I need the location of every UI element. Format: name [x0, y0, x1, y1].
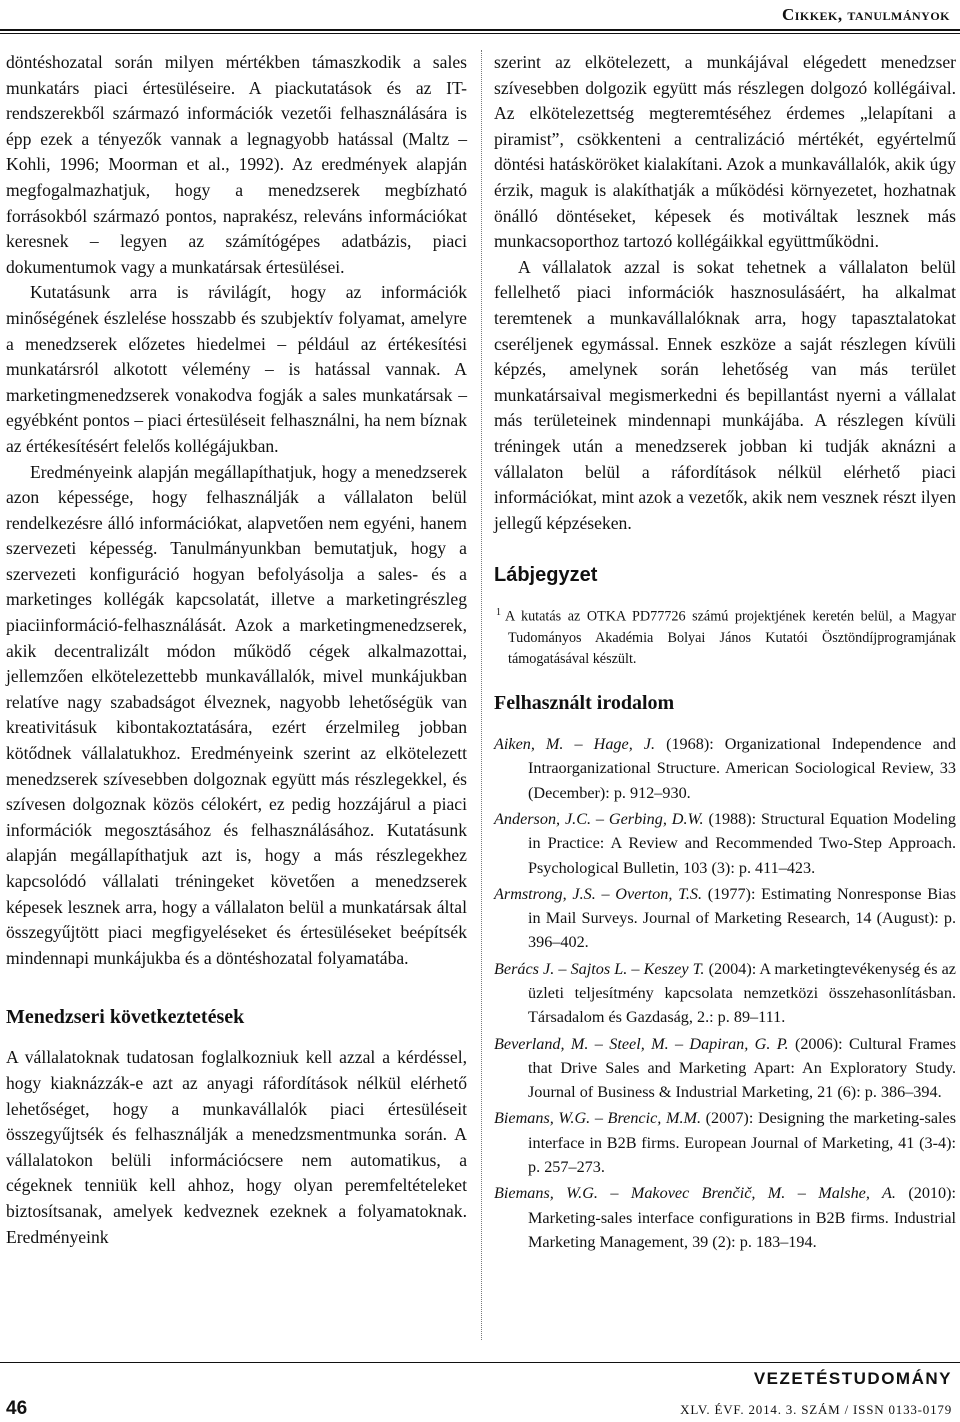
reference-item — [494, 882, 956, 955]
footnote — [494, 602, 956, 670]
section-title: Cikkek, tanulmányok — [781, 5, 950, 24]
left-column — [6, 50, 467, 1250]
reference-text: (1988): Structural Equation Modeling in Practice: A Review and Recommended Two-Step Approach. Psychological Bulletin, 103 (3): p. 411–423. — [528, 809, 956, 877]
reference-authors: Aiken, M. – Hage, J. — [494, 735, 656, 754]
body-paragraph: A vállalatoknak tudatosan foglalkozniuk kell azzal a kérdéssel, hogy kiaknázzák-e azt az anyagi ráfordítások nélkül elérhető lehetőséget, hogy a munkavállalók piaci értesüléseit összegyűjtsék és felhasználják a menedzsmentmunka során. A vállalatokon belüli információcsere nem automatikus, a cégeknek tenniük kell ahhoz, hogy olyan peremfeltételeket biztosítsanak, amelyek kedveznek ezeknek a folyamatoknak. Eredményeink — [6, 1047, 467, 1247]
reference-text: (2007): Designing the marketing-sales interface in B2B firms. European Journal of Marketing, 41 (3-4): p. 257–273. — [528, 1109, 956, 1177]
reference-item — [494, 807, 956, 880]
reference-authors: Biemans, W.G. – Brencic, M.M. — [494, 1109, 702, 1128]
right-column — [494, 50, 956, 1256]
reference-authors: Beverland, M. – Steel, M. – Dapiran, G. P. — [494, 1034, 789, 1053]
reference-authors: Anderson, J.C. – Gerbing, D.W. — [494, 809, 704, 828]
header-rule — [0, 29, 960, 31]
reference-list — [494, 732, 956, 1254]
body-paragraph: Kutatásunk arra is rávilágít, hogy az információk minőségének észlelése hosszabb és szubjektív folyamat, amelyre a menedzserek előzetes hiedelmei – például az értékesítési munkatársról alkotott vélemény – is hatással vannak. A marketingmenedzserek vonakodva fogják a sales munkatársak – egyébként pontos – piaci értesüléseit felhasználni, ha nem bíznak az értékesítésért felelős kollégájukban. — [6, 282, 467, 456]
issue-info: XLV. ÉVF. 2014. 3. SZÁM / ISSN 0133-0179 — [680, 1402, 952, 1417]
reference-authors: Berács J. – Sajtos L. – Keszey T. — [494, 959, 705, 978]
reference-text: (1977): Estimating Nonresponse Bias in Mail Surveys. Journal of Marketing Research, 14 (August): p. 396–402. — [528, 884, 956, 952]
body-paragraph: szerint az elkötelezett, a munkájával elégedett menedzser szívesebben dolgozik együtt más részlegen dolgozó kollégáival. Az elkötelezettség megteremtéséhez érdemes „lelapítani a piramist”, csökkenteni a centralizáció mértékét, egyértelmű döntési hatásköröket kialakítani. Azok a munkavállalók, akik úgy érzik, maguk is alakíthatják a működési környezetet, hozhatnak önálló döntéseket, képesek és motiváltak lesznek más munkacsoporthoz tartozó kollégáikkal együttműködni. — [494, 52, 956, 252]
reference-item — [494, 957, 956, 1030]
reference-text: (2004): A marketingtevékenység és az üzleti teljesítmény kapcsolata nemzetközi összehasonlításban. Társadalom és Gazdaság, 2.: p. 89–111. — [528, 959, 956, 1027]
body-paragraph: A vállalatok azzal is sokat tehetnek a vállalaton belül fellelhető piaci információk hasznosulásáért, ha alkalmat teremtenek a munkavállalóknak arra, hogy tapasztalatokat cseréljenek egymással. Ennek eszköze a saját részlegen kívüli képzés, amelynek során lehetőség van más terület munkatársaival megismerkedni és bepillantást nyerni a vállalat más területeinek mindennapi munkájába. A részlegen kívüli tréningek után a menedzserek jobban ki tudják aknázni a vállalaton belül a ráfordítások nélkül elérhető piaci információkat, mint azok a vezetők, akik nem vesznek részt ilyen jellegű képzéseken. — [494, 256, 956, 533]
reference-item — [494, 1181, 956, 1254]
footer-rule — [0, 1362, 960, 1363]
references-heading: Felhasznált irodalom — [494, 692, 675, 715]
reference-text: (2006): Cultural Frames that Drive Sales and Marketing Apart: An Exploratory Study. Journal of Business & Industrial Marketing, 21 (6): p. 386–394. — [528, 1034, 956, 1102]
body-paragraph: Eredményeink alapján megállapíthatjuk, hogy a menedzserek azon képessége, hogy felhasználják a vállalaton belül rendelkezésre álló információkat, alapvetően nem egyéni, hanem szervezeti képesség. Tanulmányunkban bemutatjuk, hogy a szervezeti konfiguráció hogyan befolyásolja a sales- és a marketinges kollégák kapcsolatát, illetve a marketingrészleg piaciinformáció-felhasználását. Azok a marketingmenedzserek, akik decentralizált módon működő cégek alkalmazottai, jellemzően elkötelezettebb munkavállalók, mivel munkájukban relatíve nagy szabadságot élveznek, nagyobb lehetőségük van kreativitásuk kibontakoztatására, ezért érzelmileg jobban kötődnek vállalatukhoz. Eredményeink szerint az elkötelezett menedzserek szívesebben dolgoznak együtt más részlegekkel, és szívesen dolgoznak közös célokért, ez pedig hozzájárul a piaci információk megosztásához és felhasználásához. Kutatásunk alapján megállapíthatjuk azt is, hogy a más részlegekhez kapcsolódó vállalati tréningeket követően a menedzserek képesek lesznek arra, hogy a vállalaton belül a munkatársak által összegyűjtött piaci megfigyeléseket és értesüléseket beépítsék mindennapi munkájukba és a döntéshozatal folyamatába. — [6, 461, 467, 968]
section-heading: Menedzseri következtetések — [6, 1006, 245, 1029]
page-number: 46 — [6, 1398, 28, 1419]
body-paragraph: döntéshozatal során milyen mértékben támaszkodik a sales munkatárs piaci értesüléseire. A piackutatások és az IT-rendszerekből származó információk vezetői felhasználására is épp ezek a tényezők vannak a legnagyobb hatással (Maltz – Kohli, 1996; Moorman et al., 1992). Az eredmények alapján megfogalmazhatjuk, hogy a menedzserek megbízható forrásokból származó pontos, naprakész, releváns információkat keresnek – legyen az számítógépes adatbázis, piaci dokumentumok vagy a munkatársak értesülései. — [6, 52, 467, 277]
page-header — [0, 0, 960, 34]
column-divider — [481, 50, 482, 1340]
reference-item — [494, 1032, 956, 1105]
footnote-text: A kutatás az OTKA PD77726 számú projektjének keretén belül, a Magyar Tudományos Akadémia Bolyai János Kutatói Ösztöndíjprogramjának támogatásával készült. — [505, 609, 956, 668]
reference-authors: Armstrong, J.S. – Overton, T.S. — [494, 884, 703, 903]
reference-item — [494, 1106, 956, 1179]
reference-text: (2010): Marketing-sales interface configurations in B2B firms. Industrial Marketing Management, 39 (2): p. 183–194. — [528, 1184, 956, 1251]
footnote-number: 1 — [496, 607, 501, 619]
journal-title: VEZETÉSTUDOMÁNY — [753, 1369, 952, 1388]
reference-item — [494, 732, 956, 805]
page-footer — [0, 1362, 960, 1422]
header-rule-thin — [0, 33, 960, 34]
reference-authors: Biemans, W.G. – Makovec Brenčič, M. – Malshe, A. — [494, 1184, 896, 1203]
footnote-heading: Lábjegyzet — [494, 564, 598, 587]
reference-text: (1968): Organizational Independence and Intraorganizational Structure. American Sociological Review, 33 (December): p. 912–930. — [528, 735, 956, 802]
